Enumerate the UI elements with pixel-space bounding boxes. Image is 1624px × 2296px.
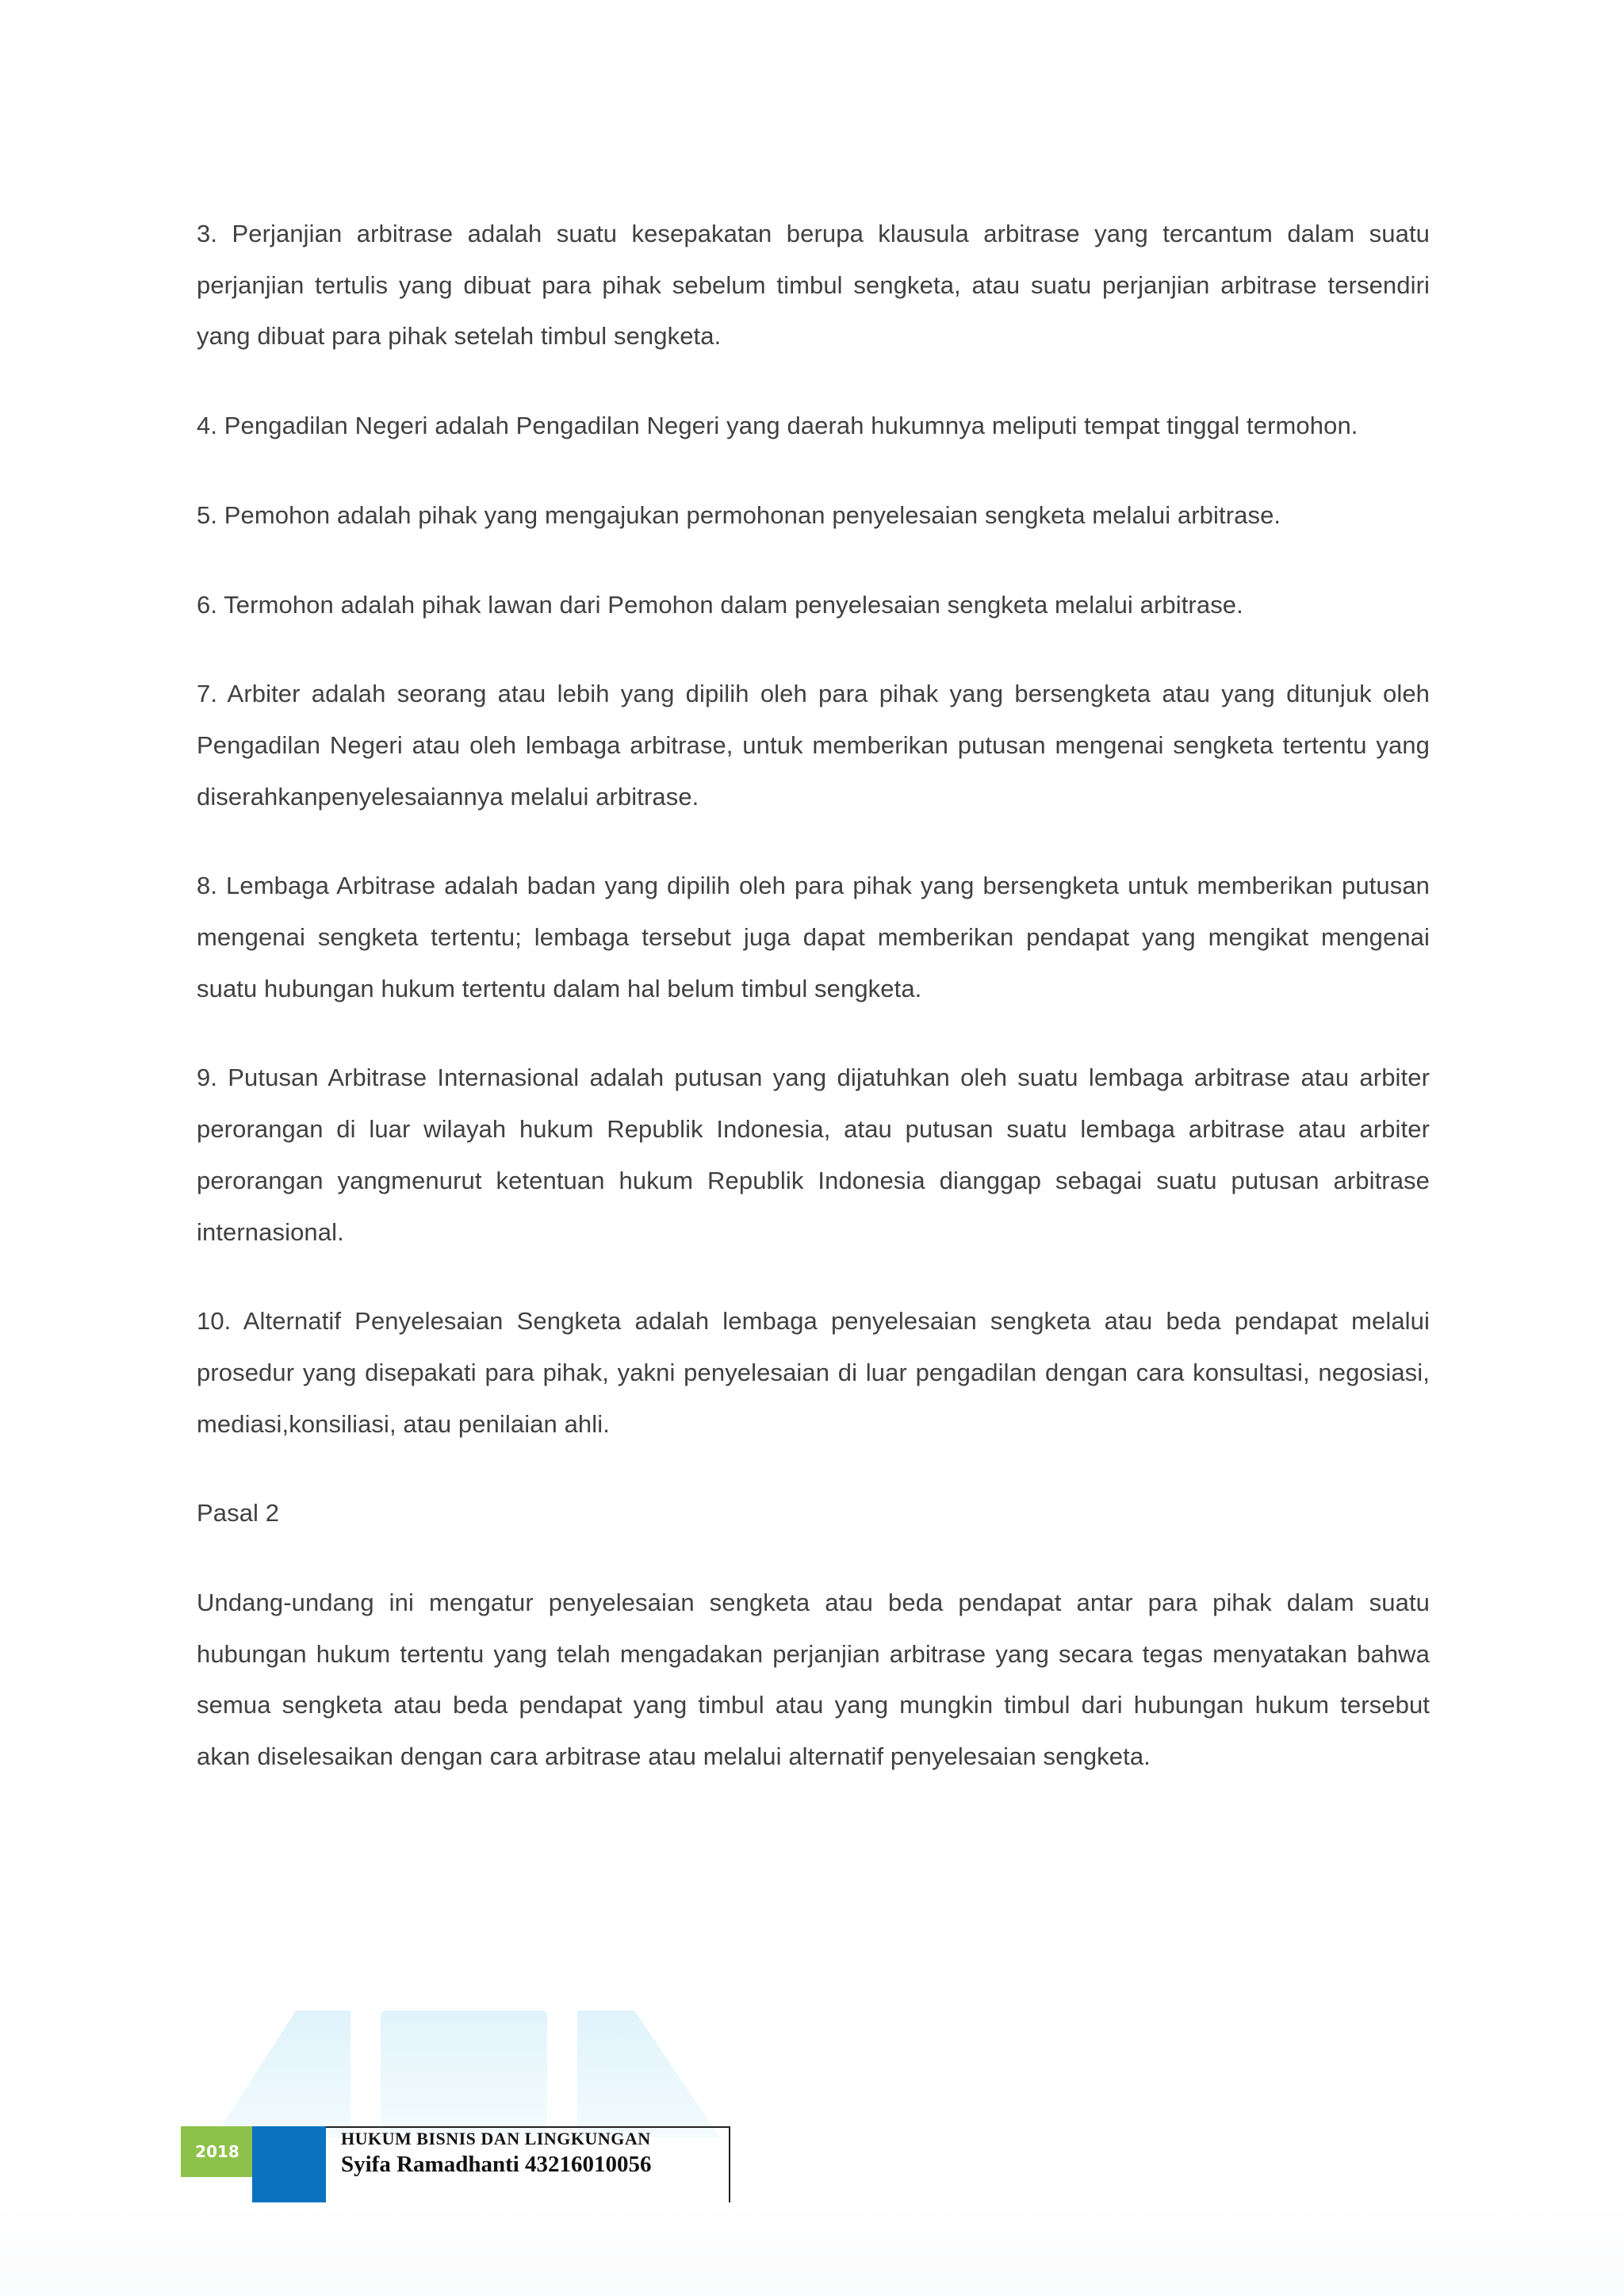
watermark-shape-right — [577, 2010, 720, 2137]
footer-blue-block — [252, 2126, 326, 2202]
definition-item-9: 9. Putusan Arbitrase Internasional adalah putusan yang dijatuhkan oleh suatu lembaga arbitrase atau arbiter perorangan di luar wilayah hukum Republik Indonesia, atau putusan suatu lembaga arbitrase atau arbiter perorangan yangmenurut ketentuan hukum Republik Indonesia dianggap sebagai suatu putusan arbitrase internasional. — [197, 1064, 1430, 1246]
watermark-shape-left — [214, 2010, 350, 2137]
footer-author: Syifa Ramadhanti 43216010056 — [341, 2152, 652, 2177]
definition-item-6: 6. Termohon adalah pihak lawan dari Pemohon dalam penyelesaian sengketa melalui arbitrase. — [197, 590, 1243, 619]
section-paragraph: Undang-undang ini mengatur penyelesaian sengketa atau beda pendapat antar para pihak dalam suatu hubungan hukum tertentu yang telah mengadakan perjanjian arbitrase yang secara tegas menyatakan bahwa semua sengketa atau beda pendapat yang timbul atau yang mungkin timbul dari hubungan hukum tersebut akan diselesaikan dengan cara arbitrase atau melalui alternatif penyelesaian sengketa. — [197, 1589, 1430, 1771]
definition-item-3: 3. Perjanjian arbitrase adalah suatu kesepakatan berupa klausula arbitrase yang tercantum dalam suatu perjanjian tertulis yang dibuat para pihak sebelum timbul sengketa, atau suatu perjanjian arbitrase tersendiri yang dibuat para pihak setelah timbul sengketa. — [197, 220, 1430, 351]
footer-year-badge: 2018 — [181, 2126, 254, 2177]
footer-divider-right — [729, 2126, 730, 2202]
footer-divider-top — [326, 2126, 730, 2128]
definition-item-8: 8. Lembaga Arbitrase adalah badan yang dipilih oleh para pihak yang bersengketa untuk memberikan putusan mengenai sengketa tertentu; lembaga tersebut juga dapat memberikan pendapat yang mengikat mengenai suatu hubungan hukum tertentu dalam hal belum timbul sengketa. — [197, 872, 1430, 1002]
page-bottom-shade — [0, 2203, 1624, 2296]
watermark-shape-middle — [381, 2010, 547, 2137]
footer-title: HUKUM BISNIS DAN LINGKUNGAN — [341, 2129, 651, 2148]
definition-item-4: 4. Pengadilan Negeri adalah Pengadilan Negeri yang daerah hukumnya meliputi tempat tinggal termohon. — [197, 412, 1358, 440]
definition-item-5: 5. Pemohon adalah pihak yang mengajukan permohonan penyelesaian sengketa melalui arbitrase. — [197, 500, 1281, 529]
section-heading: Pasal 2 — [197, 1499, 280, 1527]
document-body — [197, 209, 1430, 1821]
definition-item-7: 7. Arbiter adalah seorang atau lebih yang dipilih oleh para pihak yang bersengketa atau yang ditunjuk oleh Pengadilan Negeri atau oleh lembaga arbitrase, untuk memberikan putusan mengenai sengketa tertentu yang diserahkanpenyelesaiannya melalui arbitrase. — [197, 680, 1430, 811]
definition-item-10: 10. Alternatif Penyelesaian Sengketa adalah lembaga penyelesaian sengketa atau beda pendapat melalui prosedur yang disepakati para pihak, yakni penyelesaian di luar pengadilan dengan cara konsultasi, negosiasi, mediasi,konsiliasi, atau penilaian ahli. — [197, 1307, 1430, 1438]
